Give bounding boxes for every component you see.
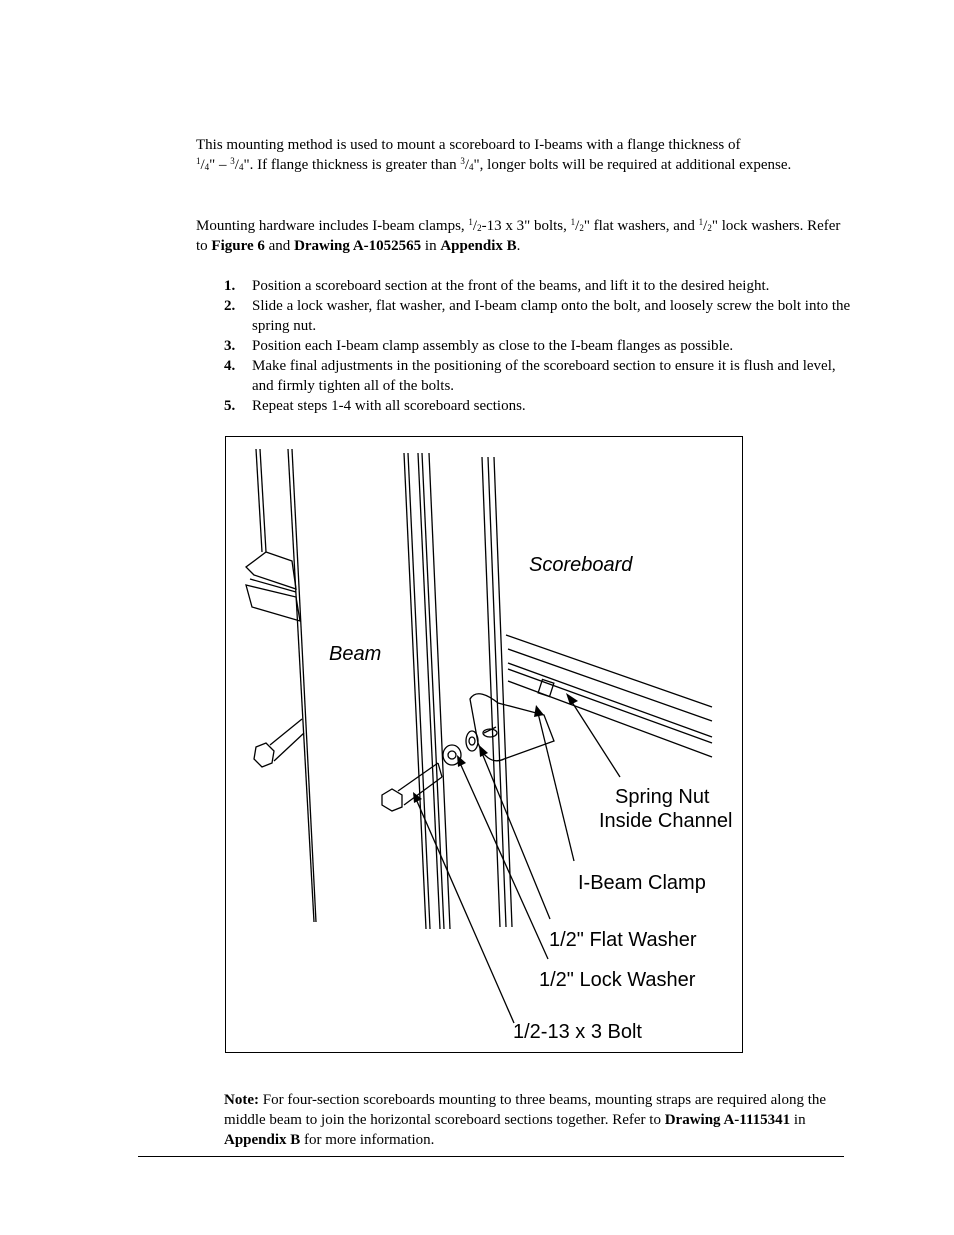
fraction-numerator: 1 xyxy=(570,217,576,227)
left-beam xyxy=(288,449,316,922)
step-number: 3. xyxy=(224,338,236,354)
hardware-text-3: " flat washers, and xyxy=(583,218,699,234)
note-text-3: for more information. xyxy=(300,1132,435,1148)
fraction-numerator: 3 xyxy=(460,156,465,166)
steps-list xyxy=(196,276,856,416)
note-text-1: For four-section scoreboards mounting to three beams, mounting straps are required along the middle beam to join the horizontal scoreboard sections together. Refer to xyxy=(224,1092,827,1128)
list-item xyxy=(196,336,856,356)
list-item xyxy=(196,276,856,296)
intro-dash: " – xyxy=(209,157,231,173)
fraction-numerator: 3 xyxy=(230,156,235,166)
step-text: Position each I-beam clamp assembly as close to the I-beam flanges as possible. xyxy=(252,338,734,354)
label-spring-nut-line1: Spring Nut xyxy=(615,786,710,808)
list-item xyxy=(196,296,856,336)
fraction-numerator: 1 xyxy=(196,156,201,166)
appendix-reference: Appendix B xyxy=(440,238,517,254)
fraction-denominator: 4 xyxy=(238,162,244,172)
hardware-text-1: Mounting hardware includes I-beam clamps, xyxy=(196,218,469,234)
step-number: 2. xyxy=(224,298,236,314)
appendix-reference: Appendix B xyxy=(224,1132,301,1148)
note-paragraph xyxy=(224,1090,834,1150)
drawing-reference: Drawing A-1115341 xyxy=(664,1112,791,1128)
figure-reference: Figure 6 xyxy=(211,238,265,254)
intro-paragraph: This mounting method is used to mount a scoreboard to I-beams with a flange thickness of $^1/_4$" – $^3/_4$". If flange thickness is greater than $^3/_4$", longer bolts will be required at additional expense. xyxy=(196,137,792,173)
label-clamp: I-Beam Clamp xyxy=(578,872,706,894)
intro-text-2: ". If flange thickness is greater than xyxy=(243,157,461,173)
fraction-denominator: 2 xyxy=(477,223,482,233)
hardware-text-5: and xyxy=(264,238,295,254)
fraction-denominator: 4 xyxy=(204,162,210,172)
step-text: Position a scoreboard section at the front of the beams, and lift it to the desired height. xyxy=(252,278,770,294)
mounting-figure xyxy=(225,436,743,1053)
hardware-text-7: . xyxy=(516,238,521,254)
left-bolt xyxy=(254,719,304,767)
step-number: 5. xyxy=(224,398,236,414)
list-item xyxy=(196,356,856,396)
step-text: Repeat steps 1-4 with all scoreboard sections. xyxy=(252,398,526,414)
fraction-denominator: 2 xyxy=(579,223,584,233)
drawing-reference: Drawing A-1052565 xyxy=(294,238,422,254)
list-item xyxy=(196,396,856,416)
intro-text-3: ", longer bolts will be required at additional expense. xyxy=(473,157,792,173)
left-scoreboard-edge xyxy=(246,449,300,621)
fraction-numerator: 1 xyxy=(468,217,473,227)
hardware-text-6: in xyxy=(421,238,441,254)
hardware-text-2: -13 x 3" bolts, xyxy=(481,218,571,234)
center-beam xyxy=(404,453,512,929)
note-text-2: in xyxy=(790,1112,806,1128)
step-text: Make final adjustments in the positioning of the scoreboard section to ensure it is flush and level, and firmly tighten all of the bolts. xyxy=(252,358,836,394)
fraction-denominator: 4 xyxy=(469,162,474,172)
label-scoreboard: Scoreboard xyxy=(529,554,633,576)
mounting-drawing xyxy=(226,437,743,1053)
label-spring-nut-line2: Inside Channel xyxy=(599,810,733,832)
label-flat-washer: 1/2" Flat Washer xyxy=(549,929,697,951)
fraction-numerator: 1 xyxy=(698,217,704,227)
fraction-denominator: 2 xyxy=(707,223,712,233)
scoreboard-channel xyxy=(506,635,712,757)
intro-text-1: This mounting method is used to mount a scoreboard to I-beams with a flange thickness of xyxy=(196,137,741,153)
hardware-text-4: " lock washers. Refer to xyxy=(196,218,841,254)
footer-divider xyxy=(138,1156,844,1157)
step-number: 1. xyxy=(224,278,236,294)
step-text: Slide a lock washer, flat washer, and I-beam clamp onto the bolt, and loosely screw the bolt into the spring nut. xyxy=(252,298,851,334)
label-lock-washer: 1/2" Lock Washer xyxy=(539,969,696,991)
hardware-paragraph: Mounting hardware includes I-beam clamps, $^1/_2-13$ x 3" bolts, $^1/_2$" flat washers, and $^1/_2$" lock washers. Refer to Figure 6 and Drawing A-1052565 in Appendix B. xyxy=(196,217,841,254)
label-bolt: 1/2-13 x 3 Bolt xyxy=(513,1021,642,1043)
note-label: Note: xyxy=(224,1092,259,1108)
step-number: 4. xyxy=(224,358,236,374)
label-beam: Beam xyxy=(329,643,382,665)
